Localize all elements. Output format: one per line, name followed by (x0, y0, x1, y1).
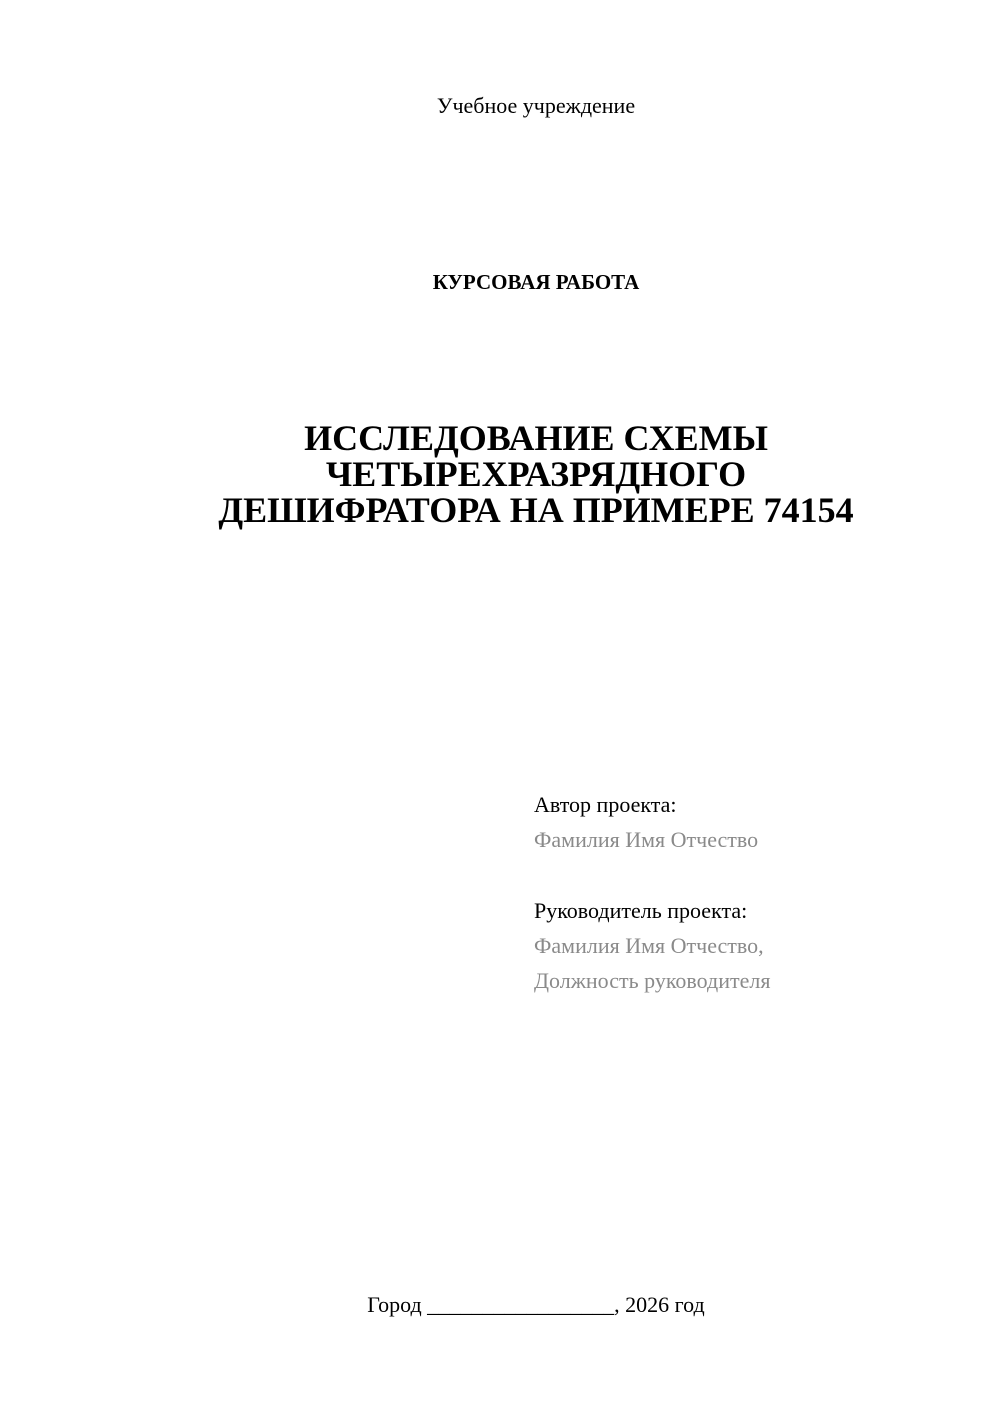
author-name: Фамилия Имя Отчество (534, 827, 759, 852)
supervisor-label: Руководитель проекта: (534, 898, 748, 923)
work-type-heading: КУРСОВАЯ РАБОТА (432, 270, 640, 294)
title-line-3: ДЕШИФРАТОРА НА ПРИМЕРЕ 74154 (218, 490, 854, 530)
author-label: Автор проекта: (534, 792, 677, 817)
credits-spacer (534, 857, 974, 893)
title-line-2: ЧЕТЫРЕХРАЗРЯДНОГО (325, 454, 747, 494)
city-year-line: Город _________________, 2026 год (367, 1292, 705, 1317)
title-line-1: ИССЛЕДОВАНИЕ СХЕМЫ (304, 418, 768, 458)
document-title (0, 420, 1000, 528)
supervisor-position: Должность руководителя (534, 968, 771, 993)
supervisor-name: Фамилия Имя Отчество, (534, 933, 764, 958)
credits-block (534, 787, 974, 998)
institution-name: Учебное учреждение (436, 93, 636, 118)
